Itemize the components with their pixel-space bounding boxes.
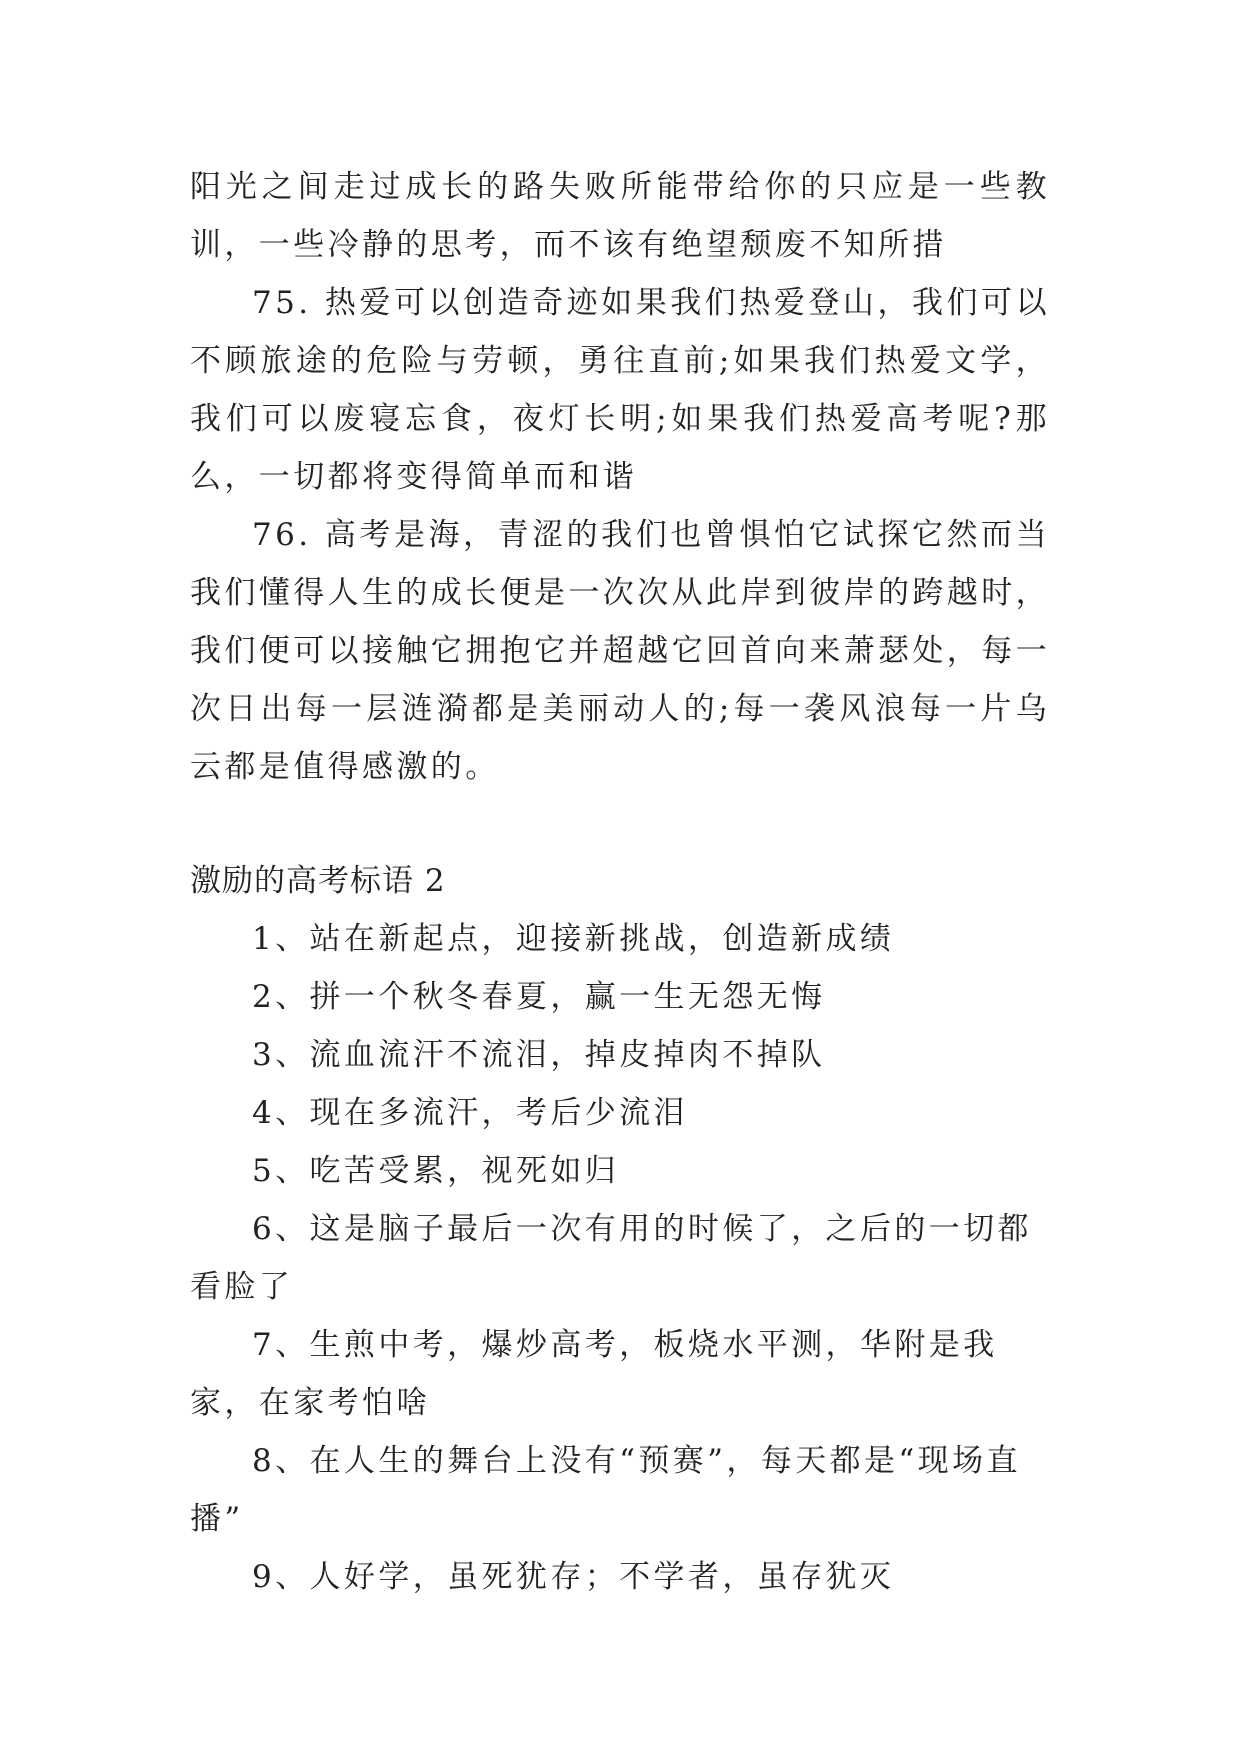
slogan-item-3: 3、流血流汗不流泪，掉皮掉肉不掉队 xyxy=(252,1037,826,1073)
slogan-item-8: 8、在人生的舞台上没有“预赛”，每天都是“现场直播” xyxy=(190,1443,1021,1537)
slogan-item-4: 4、现在多流汗，考后少流泪 xyxy=(252,1095,688,1131)
continuation-paragraph: 阳光之间走过成长的路失败所能带给你的只应是一些教训，一些冷静的思考，而不该有绝望颓废不知所措 xyxy=(190,169,1050,263)
paragraph-75: 75. 热爱可以创造奇迹如果我们热爱登山，我们可以不顾旅途的危险与劳顿，勇往直前;如果我们热爱文学，我们可以废寝忘食，夜灯长明;如果我们热爱高考呢?那么，一切都将变得简单而和谐 xyxy=(190,285,1050,495)
slogan-item-7: 7、生煎中考，爆炒高考，板烧水平测，华附是我家，在家考怕啥 xyxy=(190,1327,998,1421)
slogan-item-2: 2、拼一个秋冬春夏，赢一生无怨无悔 xyxy=(252,979,826,1015)
slogan-item-6: 6、这是脑子最后一次有用的时候了，之后的一切都看脸了 xyxy=(190,1211,1032,1305)
slogan-item-9: 9、人好学，虽死犹存；不学者，虽存犹灭 xyxy=(252,1559,895,1595)
section-title: 激励的高考标语 2 xyxy=(190,863,446,899)
slogan-item-5: 5、吃苦受累，视死如归 xyxy=(252,1153,620,1189)
document-body xyxy=(190,158,1050,1606)
slogan-item-1: 1、站在新起点，迎接新挑战，创造新成绩 xyxy=(252,921,895,957)
paragraph-76: 76. 高考是海，青涩的我们也曾惧怕它试探它然而当我们懂得人生的成长便是一次次从此岸到彼岸的跨越时，我们便可以接触它拥抱它并超越它回首向来萧瑟处，每一次日出每一层涟漪都是美丽动人的;每一袭风浪每一片乌云都是值得感激的。 xyxy=(190,517,1050,785)
